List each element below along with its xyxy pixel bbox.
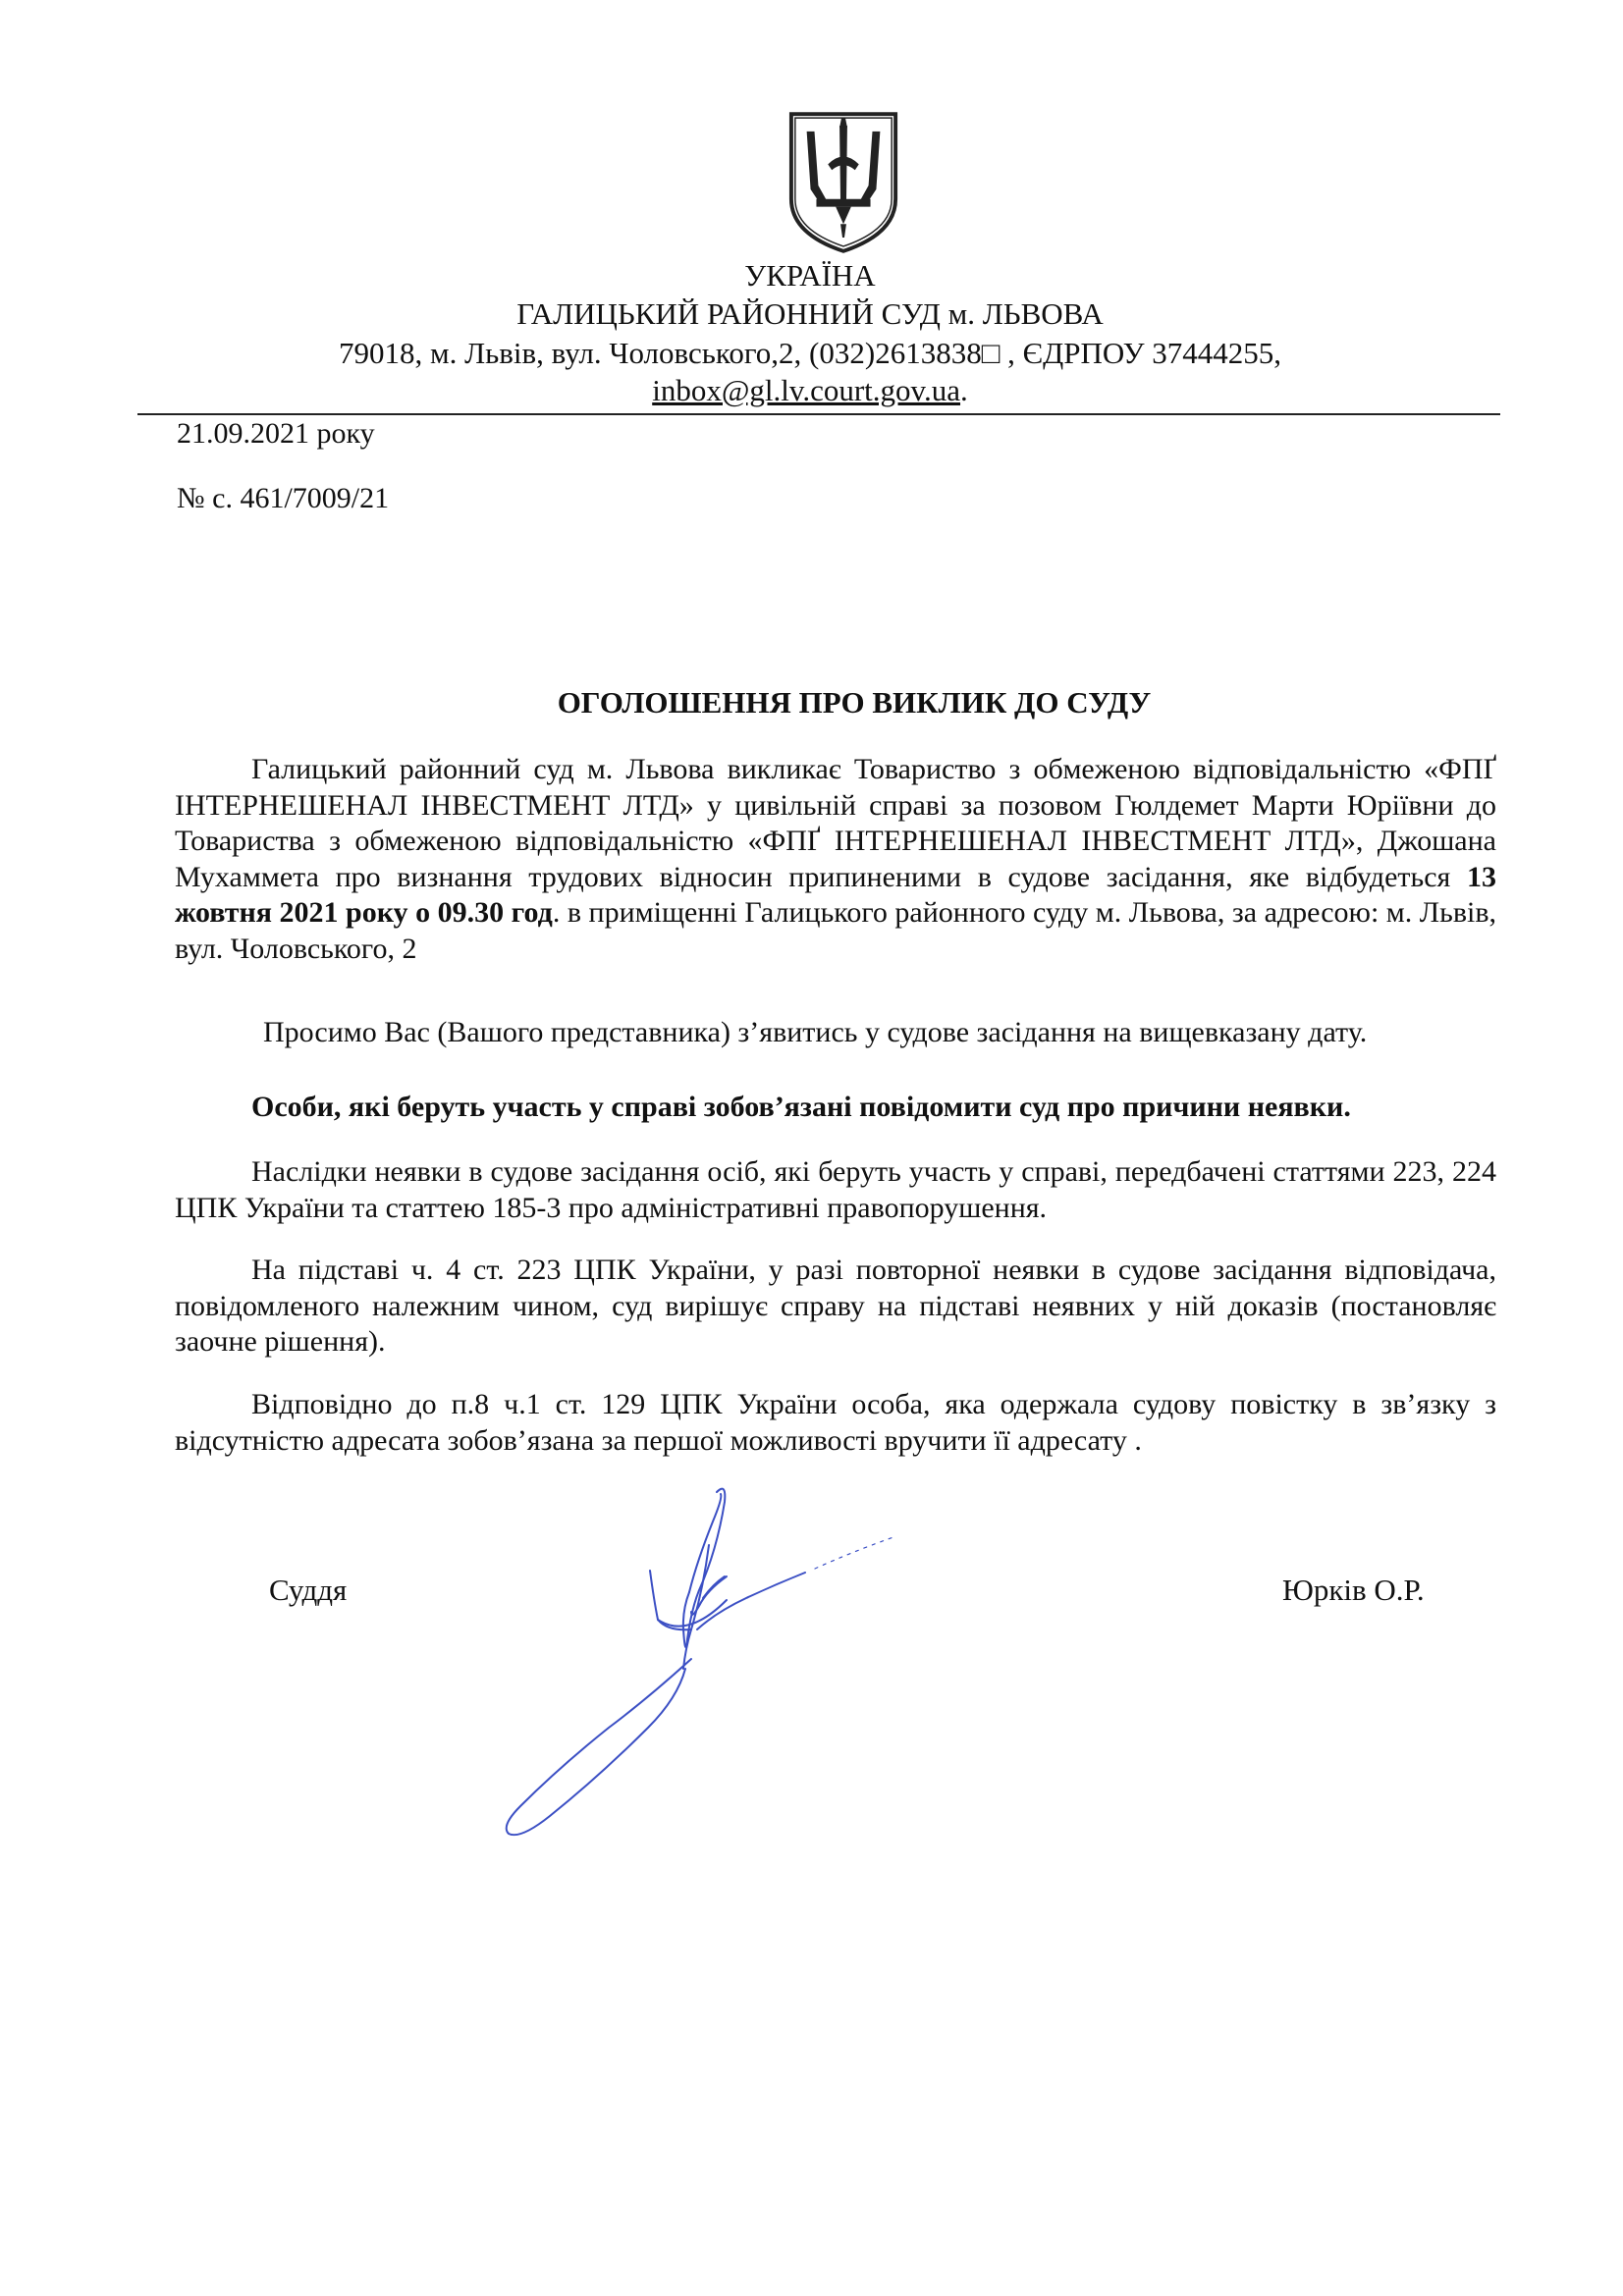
signer-role: Суддя: [269, 1573, 348, 1607]
summons-text-start: Галицький районний суд м. Львова викликає Товариство з обмеженою відповідальністю «ФПҐ ІНТЕРНЕШЕНАЛ ІНВЕСТМЕНТ ЛТД» у цивільній справі за позовом Гюлдемет Марти Юріївни до Товариства з обмеженою відповідальністю «ФПҐ ІНТЕРНЕШЕНАЛ ІНВЕСТМЕНТ ЛТД», Джошана Мухаммета про визнання трудових відносин припиненими в судове засідання, яке відбудеться: [175, 753, 1496, 893]
summons-text-end: . в приміщенні Галицького районного суду м. Львова, за адресою: м. Львів, вул. Чоловського, 2: [175, 896, 1496, 965]
header-address: 79018, м. Львів, вул. Чоловського,2, (032)2613838□ , ЄДРПОУ 37444255,: [338, 336, 1282, 370]
paragraph-obligation: Особи, які беруть участь у справі зобов’язані повідомити суд про причини неявки.: [251, 1091, 1351, 1123]
paragraph-consequences: Наслідки неявки в судове засідання осіб, які беруть участь у справі, передбачені статтями 223, 224 ЦПК України та статтею 185-3 про адміністративні правопорушення.: [175, 1155, 1496, 1224]
header-court-name: ГАЛИЦЬКИЙ РАЙОННИЙ СУД м. ЛЬВОВА: [516, 296, 1104, 331]
header-country: УКРАЇНА: [744, 258, 876, 293]
paragraph-summons: [175, 752, 1496, 968]
document-date: 21.09.2021 року: [177, 417, 375, 450]
document-title: ОГОЛОШЕННЯ ПРО ВИКЛИК ДО СУДУ: [557, 685, 1152, 720]
paragraph-delivery: Відповідно до п.8 ч.1 ст. 129 ЦПК України особа, яка одержала судову повістку в зв’язку з відсутністю адресата зобов’язана за першої можливості вручити її адресату .: [175, 1388, 1496, 1457]
signer-name: Юрків О.Р.: [1282, 1573, 1425, 1607]
email-suffix: .: [960, 373, 968, 407]
case-number: № с. 461/7009/21: [177, 482, 390, 514]
header-email-line: [137, 373, 1483, 408]
paragraph-default-judgment: На підставі ч. 4 ст. 223 ЦПК України, у разі повторної неявки в судове засідання відповідача, повідомленого належним чином, суд вирішує справу на підставі неявних у ній доказів (постановляє заочне рішення).: [175, 1254, 1496, 1359]
trident-coat-of-arms-icon: [785, 110, 901, 255]
email-link[interactable]: inbox@gl.lv.court.gov.ua: [652, 373, 961, 407]
header-divider: [137, 413, 1500, 415]
paragraph-request: Просимо Вас (Вашого представника) з’явитись у судове засідання на вищевказану дату.: [263, 1016, 1368, 1048]
hearing-datetime: 13 жовтня 2021 року о 09.30 год: [175, 860, 1496, 930]
handwritten-signature: [481, 1482, 913, 1855]
